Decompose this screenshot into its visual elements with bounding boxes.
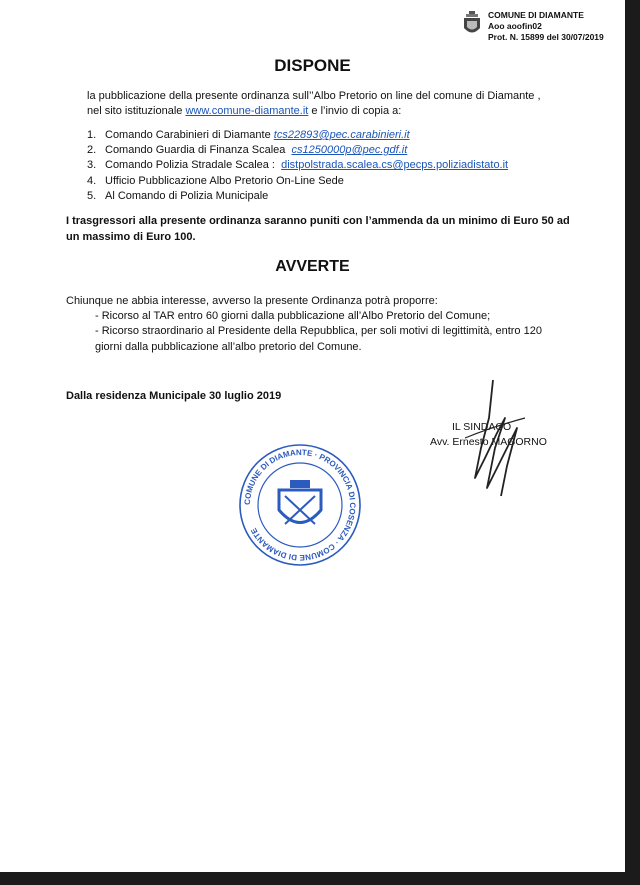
- seal-text: COMUNE DI DIAMANTE · PROVINCIA DI COSENZA · COMUNE DI DIAMANTE: [242, 447, 358, 563]
- sindaco-title: IL SINDACO: [452, 421, 512, 433]
- list-item: 5. Al Comando di Polizia Municipale: [87, 189, 269, 202]
- sanction-line-2: un massimo di Euro 100.: [66, 231, 196, 243]
- email-link[interactable]: tcs22893@pec.carabinieri.it: [273, 129, 410, 141]
- list-item: 1. Comando Carabinieri di Diamante tcs22893@pec.carabinieri.it: [87, 129, 410, 141]
- list-item: 2. Comando Guardia di Finanza Scalea cs1250000p@pec.gdf.it: [87, 144, 408, 157]
- intro-post: e l’invio di copia a:: [311, 105, 402, 117]
- stamp-line-3: Prot. N. 15899 del 30/07/2019: [488, 32, 604, 42]
- email-link[interactable]: distpolstrada.scalea.cs@pecps.poliziadistato.it: [281, 159, 509, 172]
- stamp-line-1: COMUNE DI DIAMANTE: [488, 10, 584, 20]
- list-item: 3. Comando Polizia Stradale Scalea : distpolstrada.scalea.cs@pecps.poliziadistato.it: [87, 159, 509, 172]
- dispone-heading: DISPONE: [274, 56, 351, 75]
- intro-line-1: la pubblicazione della presente ordinanza sull’’Albo Pretorio on line del comune di Diamante ,: [87, 90, 541, 102]
- intro-line-2: [87, 104, 401, 118]
- intro-pre: nel sito istituzionale: [87, 105, 183, 117]
- site-link[interactable]: www.comune-diamante.it: [185, 105, 309, 117]
- avverte-heading: AVVERTE: [275, 258, 350, 275]
- list-item: 4. Ufficio Pubblicazione Albo Pretorio On-Line Sede: [87, 174, 344, 187]
- crest-icon: [462, 10, 482, 38]
- avverte-line-3: - Ricorso straordinario al Presidente della Repubblica, per soli motivi di legittimità, entro 120: [95, 325, 542, 337]
- place-date: Dalla residenza Municipale 30 luglio 2019: [66, 390, 282, 402]
- stamp-line-2: Aoo aoofin02: [488, 21, 542, 31]
- handwritten-signature: [455, 378, 535, 498]
- sindaco-name: Avv. Ernesto MAGORNO: [430, 436, 547, 448]
- municipal-seal-icon: [235, 440, 365, 570]
- svg-text:COMUNE DI DIAMANTE · PROVINCIA: [243, 448, 357, 562]
- avverte-line-2: - Ricorso al TAR entro 60 giorni dalla pubblicazione all’Albo Pretorio del Comune;: [95, 310, 491, 322]
- protocol-stamp: [462, 10, 604, 43]
- recipients-list: [87, 128, 508, 204]
- sanction-line-1: I trasgressori alla presente ordinanza saranno puniti con l’ammenda da un minimo di Euro 50 ad: [66, 215, 570, 227]
- avverte-line-1: Chiunque ne abbia interesse, avverso la presente Ordinanza potrà proporre:: [66, 295, 438, 307]
- avverte-line-4: giorni dalla pubblicazione all’albo pretorio del Comune.: [95, 341, 362, 353]
- email-link[interactable]: cs1250000p@pec.gdf.it: [291, 144, 408, 157]
